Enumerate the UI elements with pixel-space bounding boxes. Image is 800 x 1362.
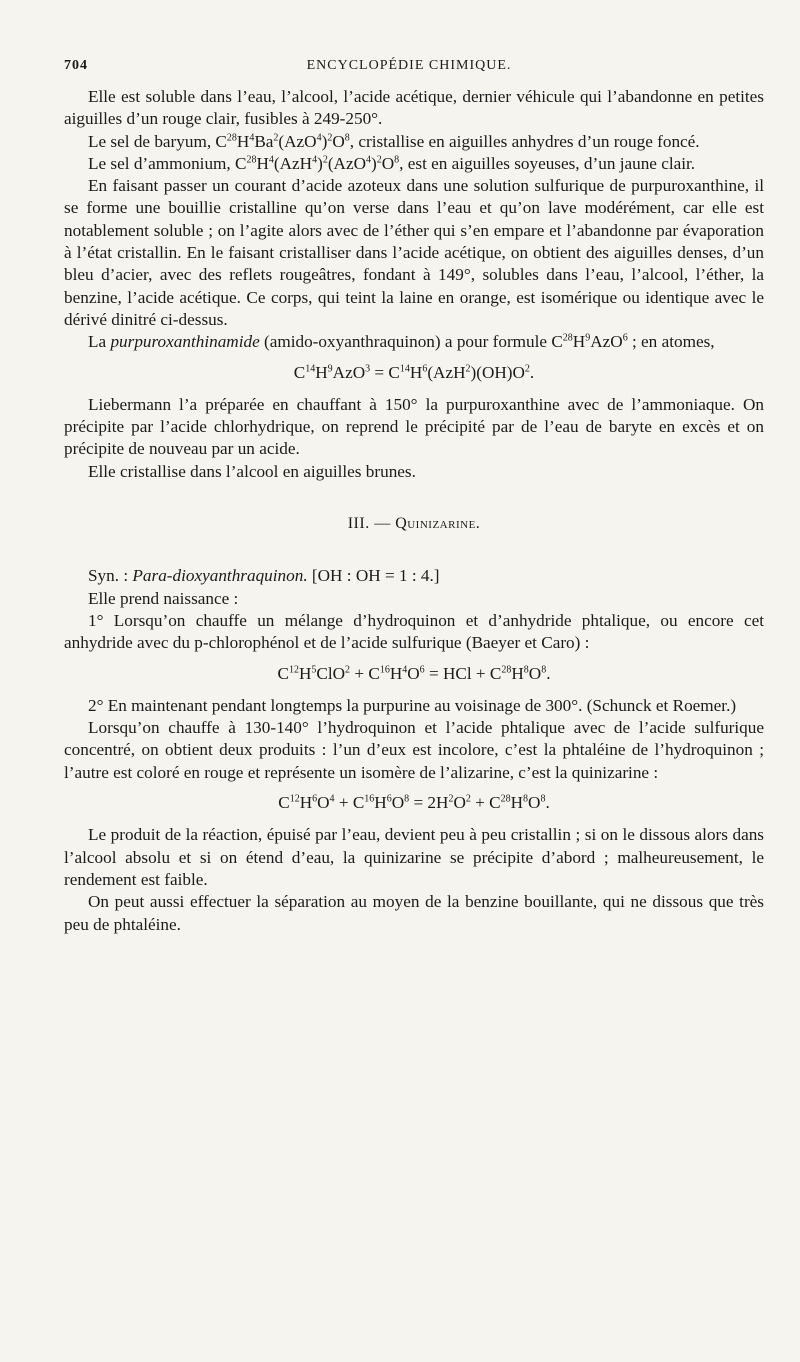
- paragraph: Elle cristallise dans l’alcool en aiguilles brunes.: [88, 461, 416, 481]
- paragraph: En faisant passer un courant d’acide azoteux dans une solution sulfurique de purpuroxanthine, il se forme une bouillie cristalline qu’on verse dans l’eau et qu’on lave modérément, car elle est notablement soluble ; on l’agite alors avec de l’éther qui s’en empare et l’abandonne par évaporation à l’état cristallin. En le faisant cristalliser dans l’acide acétique, on obtient des aiguilles denses, d’un bleu d’acier, avec des reflets rougeâtres, fondant à 149°, solubles dans l’eau, l’alcool, l’éther, la benzine, l’acide acétique. Ce corps, qui teint la laine en orange, est isomérique ou identique avec le dérivé dinitré ci-dessus.: [64, 176, 764, 329]
- section-heading: III. — Quinizarine.: [347, 515, 481, 533]
- equation: $C^{12}H^5ClO^2 + C^{16}H^4O^6$ = HCl + $C^{28}H^8O^8$.: [277, 663, 551, 683]
- paragraph: 2° En maintenant pendant longtemps la purpurine au voisinage de 300°. (Schunck et Roemer.): [88, 695, 737, 715]
- equation: $C^{12}H^6O^4 + C^{16}H^6O^8 = 2H^2O^2 + C^{28}H^8O^8$.: [278, 793, 550, 813]
- paragraph: Elle prend naissance :: [88, 588, 239, 608]
- paragraph: 1° Lorsqu’on chauffe un mélange d’hydroquinon et d’anhydride phtalique, ou encore cet anhydride avec du p-chlorophénol et de l’acide sulfurique (Baeyer et Caro) :: [64, 610, 764, 653]
- paragraph: Syn. : Para-dioxyanthraquinon. [OH : OH = 1 : 4.]: [88, 566, 440, 586]
- running-header: [64, 58, 754, 82]
- running-title: ENCYCLOPÉDIE CHIMIQUE.: [306, 58, 512, 73]
- page-body: [64, 86, 764, 936]
- paragraph: On peut aussi effectuer la séparation au moyen de la benzine bouillante, qui ne dissous que très peu de phtaléine.: [64, 892, 764, 934]
- paragraph: Le sel de baryum, $C^{28}H^4Ba^2(AzO^4)^2O^8$, cristallise en aiguilles anhydres d’un rouge foncé.: [88, 131, 700, 151]
- equation: $C^{14}H^9AzO^3 = C^{14}H^6(AzH^2)(OH)O^2$.: [293, 362, 535, 382]
- paragraph: Liebermann l’a préparée en chauffant à 150° la purpuroxanthine avec de l’ammoniaque. On précipite par l’acide chlorhydrique, on reprend le précipité par de l’eau de baryte en excès et on précipite de nouveau par un acide.: [64, 394, 764, 459]
- paragraph: Elle est soluble dans l’eau, l’alcool, l’acide acétique, dernier véhicule qui l’abandonne en petites aiguilles d’un rouge clair, fusibles à 249-250°.: [64, 87, 764, 129]
- paragraph: Le produit de la réaction, épuisé par l’eau, devient peu à peu cristallin ; si on le dissous alors dans l’alcool absolu et si on étend d’eau, la quinizarine se précipite d’abord ; malheureusement, le rendement est faible.: [64, 825, 764, 889]
- paragraph: Lorsqu’on chauffe à 130-140° l’hydroquinon et l’acide phtalique avec de l’acide sulfurique concentré, on obtient deux produits : l’un d’eux est incolore, c’est la phtaléine de l’hydroquinon ; l’autre est coloré en rouge et représente un isomère de l’alizarine, c’est la quinizarine :: [64, 718, 764, 782]
- page-number: 704: [64, 58, 88, 73]
- paragraph: Le sel d’ammonium, $C^{28}H^4(AzH^4)^2(AzO^4)^2O^8$, est en aiguilles soyeuses, d’un jaune clair.: [88, 153, 696, 173]
- paragraph: La purpuroxanthinamide (amido-oxyanthraquinon) a pour formule $C^{28}H^9AzO^6$ ; en atomes,: [88, 332, 715, 352]
